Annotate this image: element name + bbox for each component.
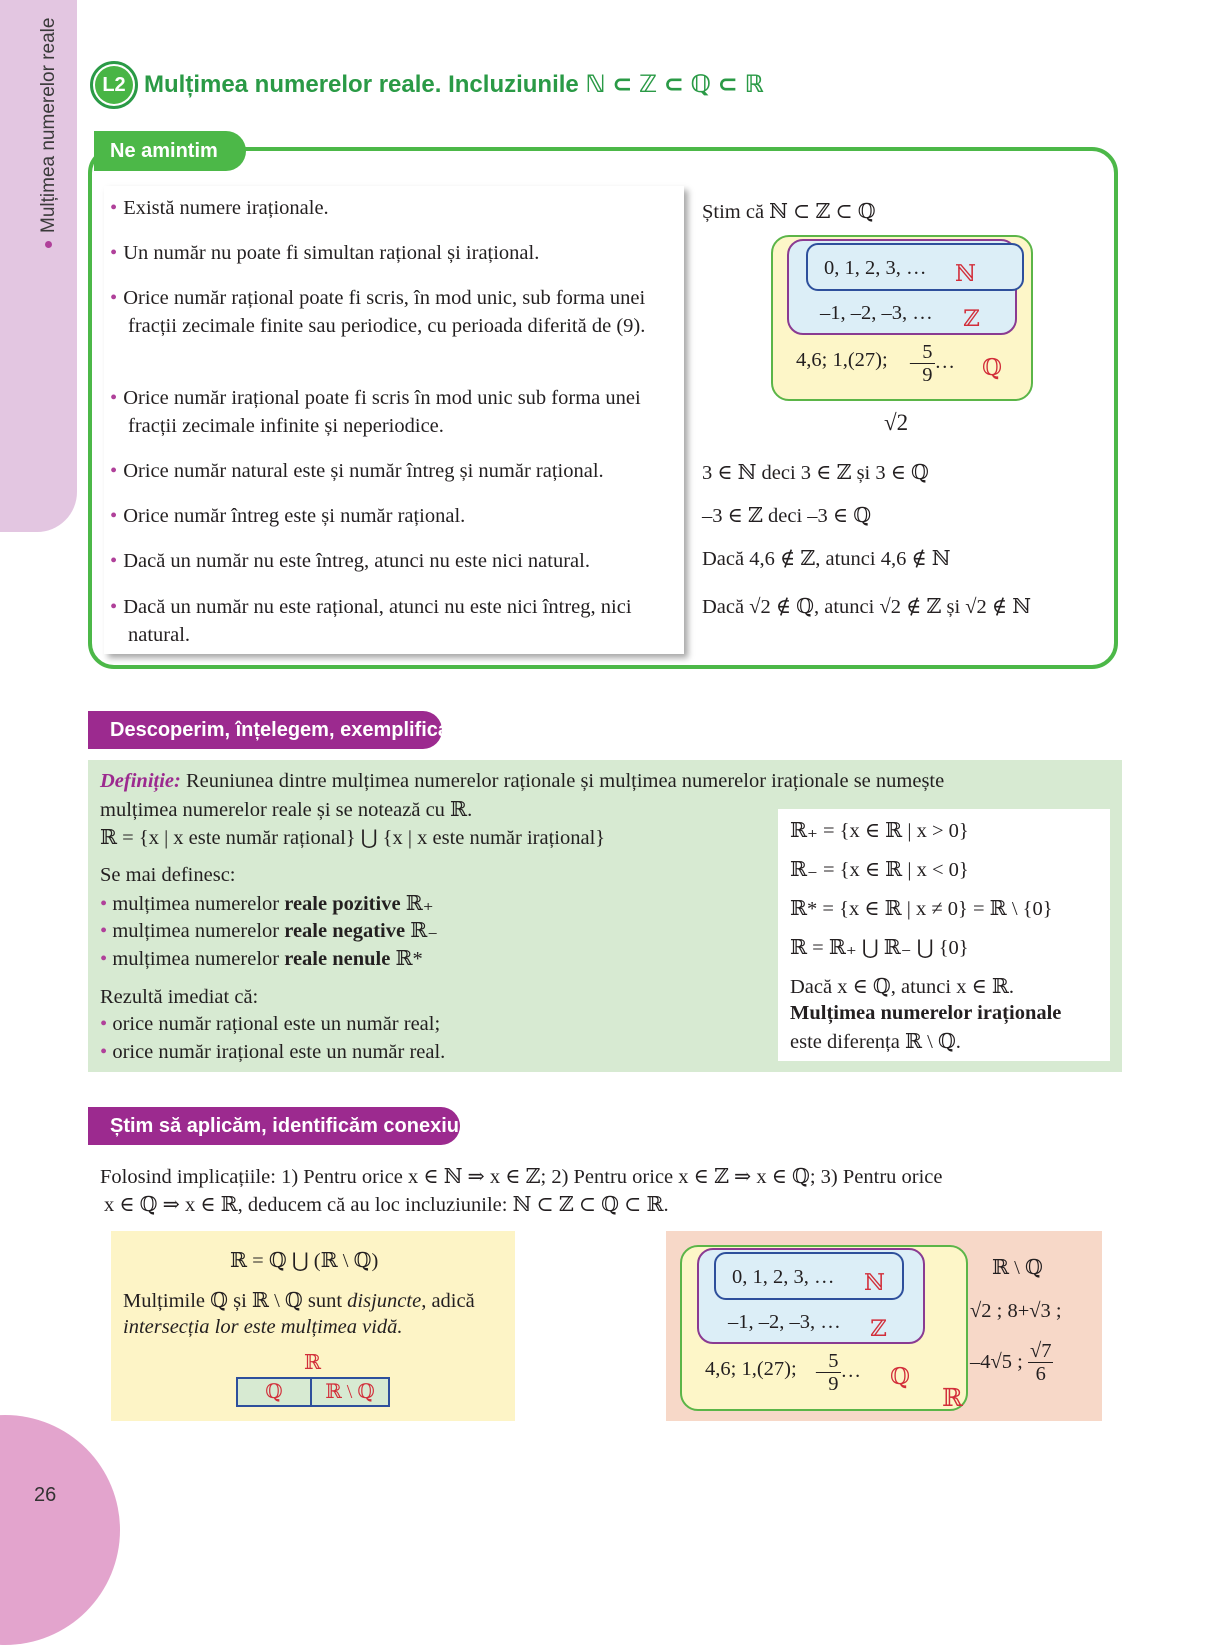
aplicam-line-2: x ∈ ℚ ⇒ x ∈ ℝ, deducem că au loc incluziunile: ℕ ⊂ ℤ ⊂ ℚ ⊂ ℝ.: [104, 1194, 669, 1216]
def-r-plus: ℝ₊ = {x ∈ ℝ | x > 0}: [790, 820, 969, 842]
set-q-items: 4,6; 1,(27);: [796, 349, 888, 371]
example-1: 3 ∈ ℕ deci 3 ∈ ℤ și 3 ∈ ℚ: [702, 462, 929, 484]
def-item-pozitive: • mulțimea numerelor reale pozitive ℝ₊: [100, 893, 434, 915]
disjoint-text-2: intersecția lor este mulțimea vidă.: [123, 1316, 403, 1338]
title-sets: ℕ ⊂ ℤ ⊂ ℚ ⊂ ℝ: [585, 71, 764, 98]
definition-formula: ℝ = {x | x este număr rațional} ⋃ {x | x este număr irațional}: [100, 827, 606, 849]
list-item: • Orice număr natural este și număr întreg și număr rațional.: [110, 460, 604, 482]
example-2: –3 ∈ ℤ deci –3 ∈ ℚ: [702, 505, 872, 527]
disjoint-text-1: Mulțimile ℚ și ℝ \ ℚ sunt disjuncte, adică: [123, 1290, 475, 1312]
sqrt2-outside: √2: [884, 410, 909, 435]
r-label: ℝ: [304, 1352, 322, 1374]
set-n-label: ℕ: [955, 261, 977, 286]
section-tab-amintim: Ne amintim: [94, 131, 246, 171]
set-q-items-2: 4,6; 1,(27);: [705, 1358, 797, 1380]
def-r-minus: ℝ₋ = {x ∈ ℝ | x < 0}: [790, 859, 969, 881]
set-n-items: 0, 1, 2, 3, …: [824, 257, 927, 279]
def-q-in-r: Dacă x ∈ ℚ, atunci x ∈ ℝ.: [790, 976, 1015, 998]
lesson-badge: L2: [95, 66, 133, 104]
list-item: • Orice număr întreg este și număr rațional.: [110, 505, 466, 527]
sidebar-label: Mulțimea numerelor reale: [38, 18, 60, 248]
irrational-row-2: –4√5 ; $\frac{√7}{6}$: [970, 1340, 1052, 1385]
set-q-fraction-2: – $\frac{5}{9}$ …: [816, 1350, 861, 1395]
cell-r-minus-q: ℝ \ ℚ: [310, 1377, 390, 1407]
bullet-dot: [45, 241, 52, 248]
set-z-items: –1, –2, –3, …: [820, 302, 933, 324]
set-r-label: ℝ: [942, 1385, 963, 1412]
page-number: 26: [34, 1484, 57, 1506]
set-z-label-2: ℤ: [870, 1316, 887, 1341]
corner-decoration: [0, 1415, 120, 1645]
definition-line-1: Definiție: Reuniunea dintre mulțimea numerelor raționale și mulțimea numerelor iraționale se numește: [100, 770, 945, 792]
set-n-items-2: 0, 1, 2, 3, …: [732, 1266, 835, 1288]
set-n-label-2: ℕ: [864, 1270, 886, 1295]
r-equals-formula: ℝ = ℚ ⋃ (ℝ \ ℚ): [230, 1250, 379, 1272]
def-r-union: ℝ = ℝ₊ ⋃ ℝ₋ ⋃ {0}: [790, 937, 969, 959]
aplicam-line-1: Folosind implicațiile: 1) Pentru orice x ∈ ℕ ⇒ x ∈ ℤ; 2) Pentru orice x ∈ ℤ ⇒ x ∈ ℚ; 3) Pentru orice: [100, 1166, 943, 1188]
lesson-title: Mulțimea numerelor reale. Incluziunile ℕ ⊂ ℤ ⊂ ℚ ⊂ ℝ: [144, 71, 764, 98]
cell-q: ℚ: [236, 1377, 312, 1407]
list-item: • Orice număr rațional poate fi scris, în mod unic, sub forma unei fracții zecimale finite sau periodice, cu perioada diferită de (9).: [110, 287, 646, 337]
def-item-nenule: • mulțimea numerelor reale nenule ℝ*: [100, 948, 423, 970]
rezulta-item: • orice număr irațional este un număr real.: [100, 1041, 446, 1063]
section-tab-aplicam: Știm să aplicăm, identificăm conexiuni: [88, 1107, 460, 1145]
set-q-fraction: – $\frac{5}{9}$ …: [910, 341, 955, 386]
set-q-label-2: ℚ: [890, 1364, 911, 1389]
definition-line-2: mulțimea numerelor reale și se notează cu ℝ.: [100, 799, 473, 821]
set-z-label: ℤ: [963, 306, 980, 331]
rezulta-heading: Rezultă imediat că:: [100, 986, 259, 1008]
list-item: • Un număr nu poate fi simultan rațional și irațional.: [110, 242, 540, 264]
def-item-negative: • mulțimea numerelor reale negative ℝ₋: [100, 920, 439, 942]
irrational-row-1: √2 ; 8+√3 ;: [970, 1300, 1062, 1322]
irrational-set-title: ℝ \ ℚ: [992, 1257, 1043, 1279]
list-item: • Dacă un număr nu este întreg, atunci nu este nici natural.: [110, 550, 590, 572]
list-item: • Există numere iraționale.: [110, 197, 329, 219]
set-z-items-2: –1, –2, –3, …: [728, 1311, 841, 1333]
irrational-heading: Mulțimea numerelor iraționale: [790, 1002, 1062, 1024]
example-4: Dacă √2 ∉ ℚ, atunci √2 ∉ ℤ și √2 ∉ ℕ: [702, 596, 1031, 618]
set-q-label: ℚ: [982, 355, 1003, 380]
se-mai-definesc: Se mai definesc:: [100, 864, 236, 886]
list-item: • Orice număr irațional poate fi scris în mod unic sub forma unei fracții zecimale infinite și neperiodice.: [110, 387, 641, 437]
rezulta-item: • orice număr rațional este un număr real;: [100, 1013, 441, 1035]
irrational-text: este diferența ℝ \ ℚ.: [790, 1031, 961, 1053]
section-tab-descoperim: Descoperim, înțelegem, exemplificăm: [88, 711, 442, 749]
def-r-star: ℝ* = {x ∈ ℝ | x ≠ 0} = ℝ \ {0}: [790, 898, 1053, 920]
list-item: • Dacă un număr nu este rațional, atunci nu este nici întreg, nici natural.: [110, 596, 632, 646]
example-3: Dacă 4,6 ∉ ℤ, atunci 4,6 ∉ ℕ: [702, 548, 951, 570]
stim-text: Știm că ℕ ⊂ ℤ ⊂ ℚ: [702, 201, 876, 223]
